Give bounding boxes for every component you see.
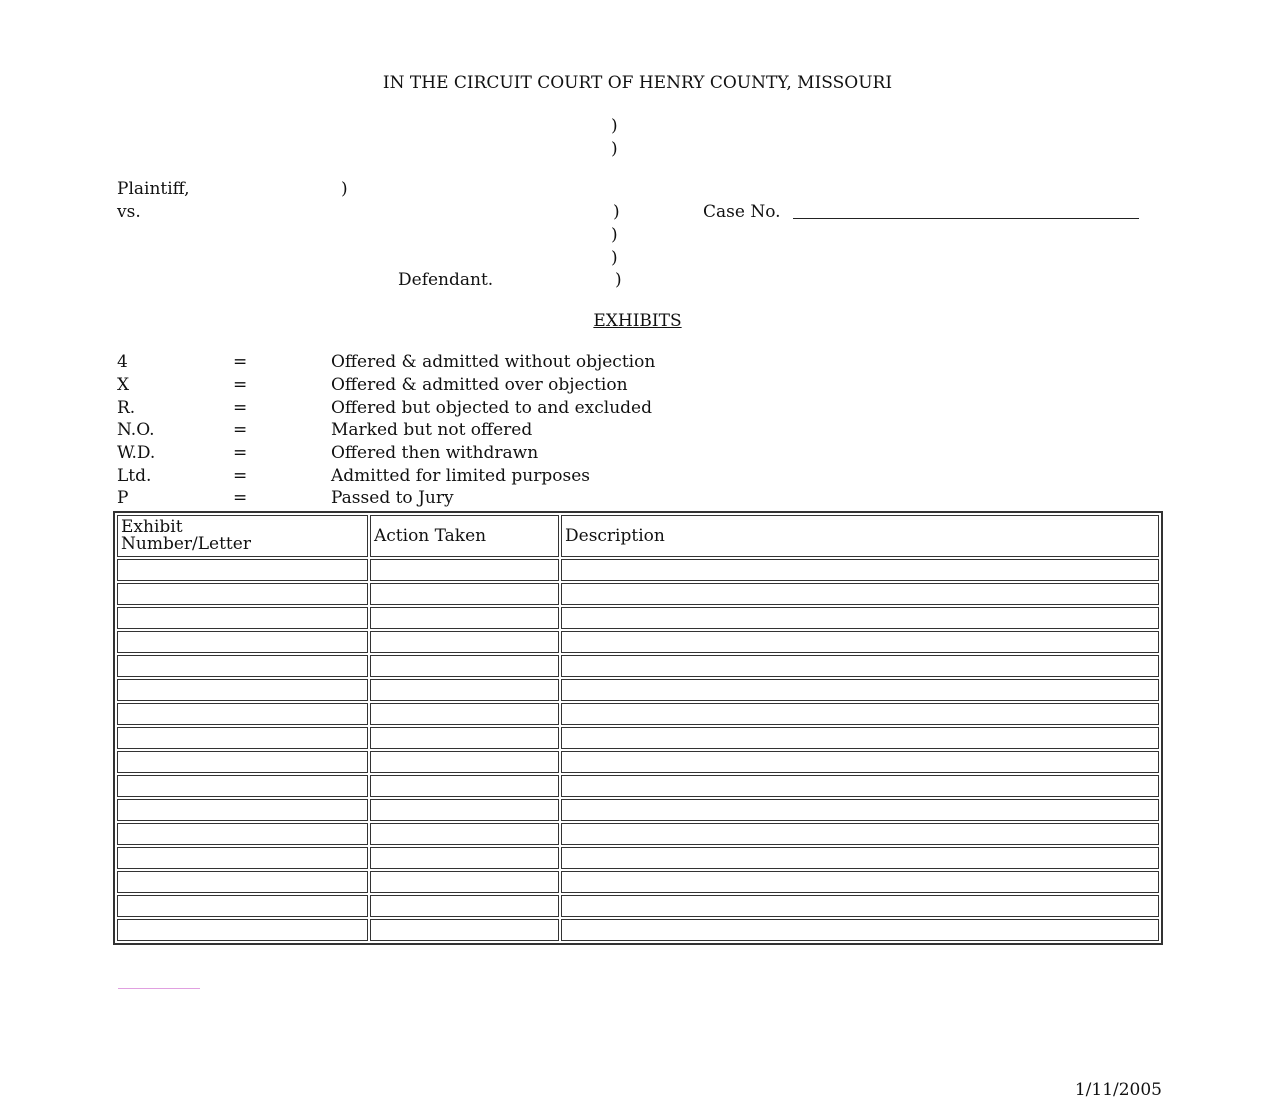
legend-code: R. xyxy=(117,398,136,418)
table-row xyxy=(117,919,1159,941)
case-no-field[interactable] xyxy=(793,218,1139,219)
cell-description[interactable] xyxy=(561,919,1159,941)
cell-description[interactable] xyxy=(561,847,1159,869)
caption-paren: ) xyxy=(613,202,620,222)
table-row xyxy=(117,751,1159,773)
table-row xyxy=(117,703,1159,725)
caption-paren: ) xyxy=(615,270,622,290)
exhibits-heading xyxy=(0,311,1275,331)
header-exhibit-line2: Number/Letter xyxy=(121,534,251,554)
plaintiff-label: Plaintiff, xyxy=(117,179,190,199)
legend-description: Marked but not offered xyxy=(331,420,533,440)
cell-exhibit-number[interactable] xyxy=(117,775,368,797)
legend-description: Offered but objected to and excluded xyxy=(331,398,652,418)
table-row xyxy=(117,799,1159,821)
cell-exhibit-number[interactable] xyxy=(117,583,368,605)
legend-equals: = xyxy=(233,488,248,508)
table-row xyxy=(117,895,1159,917)
legend-description: Offered & admitted over objection xyxy=(331,375,628,395)
cell-description[interactable] xyxy=(561,727,1159,749)
legend-code: N.O. xyxy=(117,420,155,440)
table-row xyxy=(117,871,1159,893)
cell-action-taken[interactable] xyxy=(370,823,559,845)
legend-code: 4 xyxy=(117,352,128,372)
cell-description[interactable] xyxy=(561,799,1159,821)
exhibit-rows xyxy=(117,559,1159,941)
cell-exhibit-number[interactable] xyxy=(117,703,368,725)
cell-description[interactable] xyxy=(561,871,1159,893)
legend-equals: = xyxy=(233,375,248,395)
cell-action-taken[interactable] xyxy=(370,751,559,773)
cell-exhibit-number[interactable] xyxy=(117,559,368,581)
cell-action-taken[interactable] xyxy=(370,847,559,869)
cell-action-taken[interactable] xyxy=(370,775,559,797)
cell-exhibit-number[interactable] xyxy=(117,727,368,749)
decorative-rule xyxy=(118,988,200,989)
cell-description[interactable] xyxy=(561,823,1159,845)
table-row xyxy=(117,583,1159,605)
vs-label: vs. xyxy=(117,202,141,222)
cell-action-taken[interactable] xyxy=(370,703,559,725)
cell-description[interactable] xyxy=(561,631,1159,653)
cell-description[interactable] xyxy=(561,583,1159,605)
cell-exhibit-number[interactable] xyxy=(117,607,368,629)
legend-equals: = xyxy=(233,466,248,486)
cell-exhibit-number[interactable] xyxy=(117,895,368,917)
cell-action-taken[interactable] xyxy=(370,895,559,917)
legend-equals: = xyxy=(233,352,248,372)
legend-description: Offered & admitted without objection xyxy=(331,352,656,372)
table-header-row xyxy=(117,515,1159,557)
exhibits-heading-text: EXHIBITS xyxy=(593,311,682,331)
legend-equals: = xyxy=(233,420,248,440)
cell-description[interactable] xyxy=(561,607,1159,629)
cell-action-taken[interactable] xyxy=(370,583,559,605)
court-title: IN THE CIRCUIT COURT OF HENRY COUNTY, MISSOURI xyxy=(382,73,893,93)
legend-equals: = xyxy=(233,398,248,418)
caption-paren: ) xyxy=(611,116,618,136)
cell-exhibit-number[interactable] xyxy=(117,679,368,701)
cell-exhibit-number[interactable] xyxy=(117,631,368,653)
table-row xyxy=(117,775,1159,797)
caption-paren: ) xyxy=(611,248,618,268)
cell-exhibit-number[interactable] xyxy=(117,751,368,773)
cell-exhibit-number[interactable] xyxy=(117,823,368,845)
header-exhibit-line1: Exhibit xyxy=(121,517,183,537)
cell-action-taken[interactable] xyxy=(370,919,559,941)
cell-exhibit-number[interactable] xyxy=(117,799,368,821)
cell-description[interactable] xyxy=(561,751,1159,773)
defendant-label: Defendant. xyxy=(398,270,494,290)
legend-description: Passed to Jury xyxy=(331,488,454,508)
table-row xyxy=(117,607,1159,629)
cell-action-taken[interactable] xyxy=(370,559,559,581)
table-row xyxy=(117,823,1159,845)
caption-paren: ) xyxy=(611,139,618,159)
cell-exhibit-number[interactable] xyxy=(117,655,368,677)
caption-paren: ) xyxy=(611,225,618,245)
cell-description[interactable] xyxy=(561,895,1159,917)
cell-action-taken[interactable] xyxy=(370,607,559,629)
legend-description: Offered then withdrawn xyxy=(331,443,539,463)
cell-action-taken[interactable] xyxy=(370,799,559,821)
cell-exhibit-number[interactable] xyxy=(117,847,368,869)
cell-description[interactable] xyxy=(561,703,1159,725)
cell-action-taken[interactable] xyxy=(370,631,559,653)
caption-paren: ) xyxy=(341,179,348,199)
cell-action-taken[interactable] xyxy=(370,655,559,677)
legend-code: Ltd. xyxy=(117,466,152,486)
cell-description[interactable] xyxy=(561,679,1159,701)
case-no-label: Case No. xyxy=(703,202,781,222)
cell-exhibit-number[interactable] xyxy=(117,871,368,893)
table-row xyxy=(117,559,1159,581)
table-row xyxy=(117,631,1159,653)
header-action-taken: Action Taken xyxy=(370,515,559,557)
table-row xyxy=(117,847,1159,869)
cell-description[interactable] xyxy=(561,655,1159,677)
footer-date: 1/11/2005 xyxy=(1074,1080,1162,1100)
cell-exhibit-number[interactable] xyxy=(117,919,368,941)
cell-action-taken[interactable] xyxy=(370,871,559,893)
cell-action-taken[interactable] xyxy=(370,679,559,701)
legend-code: P xyxy=(117,488,129,508)
legend-description: Admitted for limited purposes xyxy=(331,466,590,486)
legend-equals: = xyxy=(233,443,248,463)
cell-description[interactable] xyxy=(561,775,1159,797)
legend-code: W.D. xyxy=(117,443,156,463)
legend-code: X xyxy=(117,375,130,395)
header-exhibit-number xyxy=(117,515,368,557)
exhibit-table xyxy=(113,511,1163,945)
table-row xyxy=(117,679,1159,701)
header-description: Description xyxy=(561,515,1159,557)
table-row xyxy=(117,655,1159,677)
cell-description[interactable] xyxy=(561,559,1159,581)
cell-action-taken[interactable] xyxy=(370,727,559,749)
table-row xyxy=(117,727,1159,749)
